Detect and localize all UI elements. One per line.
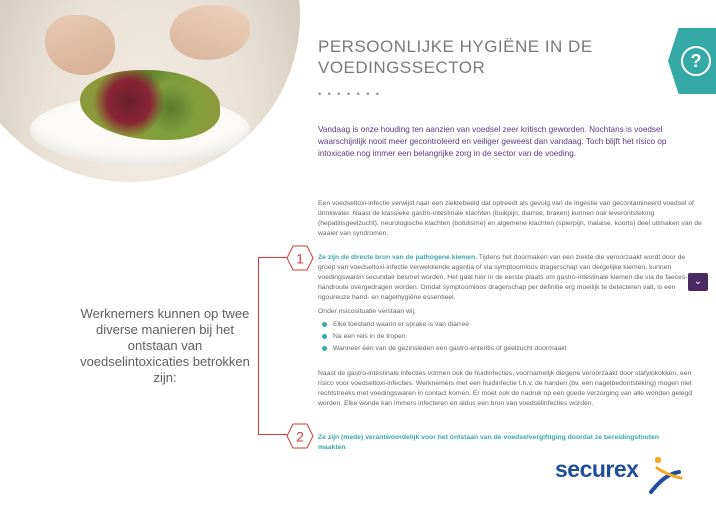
list-item: Na een reis in de tropen — [322, 331, 567, 343]
number-1: 1 — [296, 250, 304, 267]
question-lightbulb-icon[interactable]: ? — [681, 46, 711, 76]
paragraph-definition: Een voedseltoxi-infectie verwijst naar een ziektebeeld dat optreedt als gevolg van de ingestie van gecontamineerd voedsel of drinkwater. Naast de klassieke gastro-intestinale klachten (buikpijn, diarree, braken) kunnen ook leverontsteking (hepatitisgeelzucht), neurologische klachten (botulisme) en algemene klachten (spierpijn, malaise, koorts) deel uitmaken van de waaier van syndromen. — [318, 200, 702, 237]
list-item: Elke toestand waarin er sprake is van diarree — [322, 319, 567, 331]
logo-swoosh-icon — [649, 452, 683, 494]
title-line-2: VOEDINGSSECTOR — [318, 58, 486, 77]
title-line-1: PERSOONLIJKE HYGIËNE IN DE — [318, 37, 593, 56]
paragraph-skin-infections: Naast de gastro-intestinale infecties vormen ook de huidinfecties, voornamelijk diegene veroorzaakt door stafylokokken, een risico voor voedseltoxi-infecties. Werknemers met een huidinfectie t.h.v. de handen (bv. een nagelbedontsteking) mogen niet rechtstreeks met voedingswaren in contact komen. Er moet ook de nadruk op een goede verzorging van alle wonden gelegd worden. Elke wonde kan immers infecteren en aldus een bron van voedselinfecties worden. — [318, 370, 693, 407]
number-2: 2 — [296, 428, 304, 445]
divider-dots: • • • • • • • — [318, 89, 382, 99]
paragraph-point-1 — [318, 253, 703, 303]
gloved-hand-right — [170, 5, 250, 60]
number-badge-2 — [286, 423, 314, 449]
point-1-text: Tijdens het doormaken van een ziekte die veroorzaakt wordt door de groep van voedseltoxi-infectie verwekkende agentia of via symptoomloos dragerschap van dergelijke kiemen, kunnen voedingswaren secundair besmet worden. Het gaat hier in de eerste plaats om gastro-intestinale kiemen die via de faeces-handroute overgedragen worden. Omdat symptoomloos dragerschap per definitie erg moeilijk te detecteren valt, is een rigoureuze hand- en nagelhygiëne essentieel. — [318, 254, 688, 301]
intro-text: Vandaag is onze houding ten aanzien van voedsel zeer kritisch geworden. Nochtans is voedsel waarschijnlijk nooit meer gecontroleerd en veiliger geweest dan vandaag. Toch blijft het risico op intoxicatie nog immer een belangrijke zorg in de sector van de voeding. — [318, 125, 667, 158]
chevron-down-icon[interactable]: ⌄ — [688, 273, 708, 291]
risk-list — [322, 319, 567, 355]
securex-logo — [555, 452, 685, 494]
connector-bracket — [258, 257, 292, 435]
logo-wordmark: securex — [555, 456, 639, 482]
risk-label: Onder risicosituatie verstaan wij: — [318, 308, 416, 315]
list-item: Wanneer één van de gezinsleden een gastro-enteritis of geelzucht doormaakt — [322, 343, 567, 355]
point-1-lead: Ze zijn de directe bron van de pathogene kiemen. — [318, 254, 478, 261]
pull-quote: Werknemers kunnen op twee diverse manieren bij het ontstaan van voedselintoxicaties betrokken zijn: — [80, 306, 250, 385]
gloved-hand-left — [45, 15, 115, 75]
paragraph-point-2: Ze zijn (mede) verantwoordelijk voor het ontstaan van de voedselvergiftiging doordat ze bereidingsfouten maakten — [318, 434, 660, 451]
food-photo — [0, 0, 300, 182]
number-badge-1 — [286, 245, 314, 271]
page-title — [318, 36, 648, 78]
